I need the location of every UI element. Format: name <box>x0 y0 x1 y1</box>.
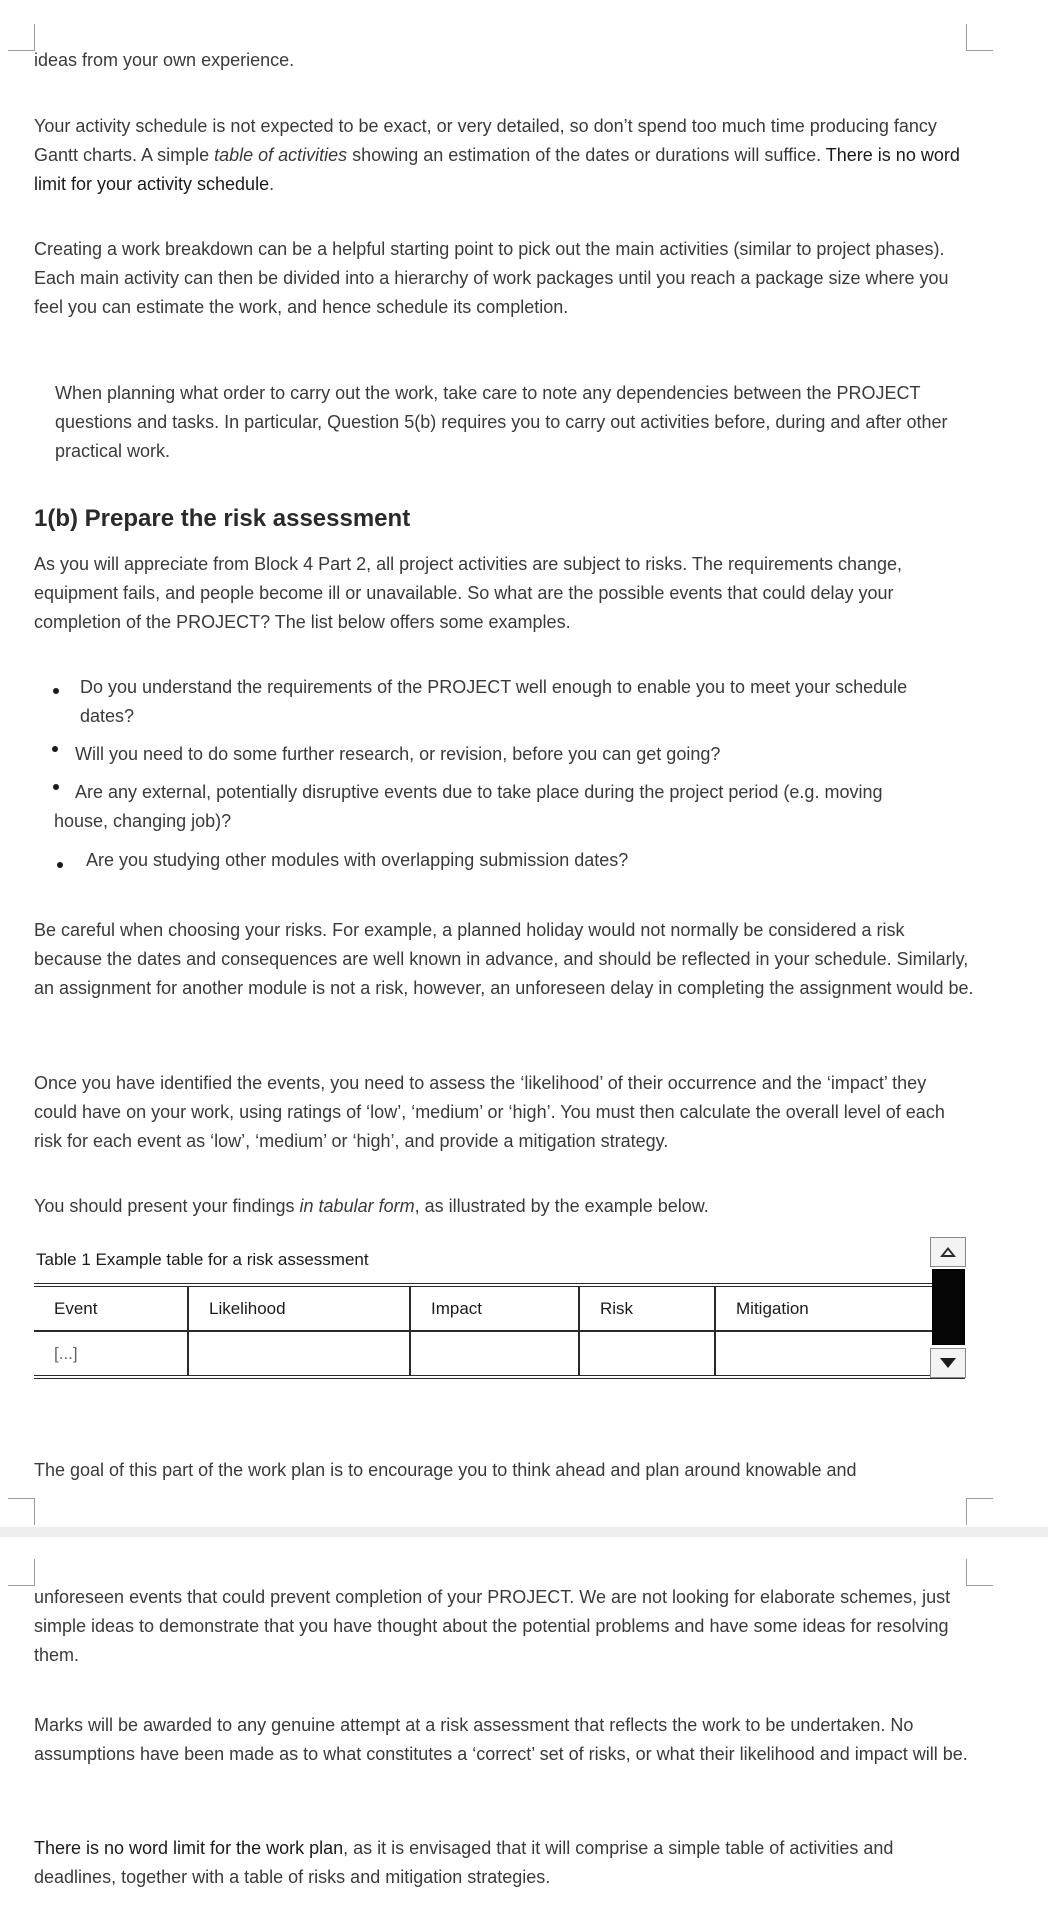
paragraph-work-breakdown: Creating a work breakdown can be a helpful starting point to pick out the main activities (similar to project phases). Each main activity can then be divided into a hierarchy of work packages until you reach a package size where you feel you can estimate the work, and hence schedule its completion. <box>34 239 949 317</box>
triangle-up-icon <box>940 1247 956 1257</box>
corner-mark-bottom-right <box>966 1498 993 1525</box>
scroll-down-button[interactable] <box>930 1348 966 1378</box>
column-header-mitigation: Mitigation <box>715 1285 965 1331</box>
section-heading-risk-assessment: 1(b) Prepare the risk assessment <box>34 505 411 532</box>
paragraph-assess-likelihood: Once you have identified the events, you need to assess the ‘likelihood’ of their occurrence and the ‘impact’ they could have on your work, using ratings of ‘low’, ‘medium’ or ‘high’. You must then calculate the overall level of each risk for each event as ‘low’, ‘medium’ or ‘high’, and provide a mitigation strategy. <box>34 1073 945 1151</box>
table-cell <box>579 1331 715 1377</box>
paragraph-unforeseen: unforeseen events that could prevent completion of your PROJECT. We are not looking for elaborate schemes, just simple ideas to demonstrate that you have thought about the potential problems and have some ideas for resolving them. <box>34 1587 951 1665</box>
corner-mark-top-right <box>966 1559 993 1586</box>
bullet-icon <box>57 862 63 868</box>
column-header-event: Event <box>34 1285 188 1331</box>
triangle-down-icon <box>940 1358 956 1368</box>
table-cell <box>715 1331 965 1377</box>
paragraph-goal: The goal of this part of the work plan is to encourage you to think ahead and plan around knowable and <box>34 1460 857 1480</box>
paragraph-marks: Marks will be awarded to any genuine attempt at a risk assessment that reflects the work to be undertaken. No assumptions have been made as to what constitutes a ‘correct’ set of risks, or what their likelihood and impact will be. <box>34 1715 968 1764</box>
corner-mark-bottom-left <box>8 1498 35 1525</box>
column-header-risk: Risk <box>579 1285 715 1331</box>
column-header-impact: Impact <box>410 1285 579 1331</box>
risk-assessment-table <box>34 1283 965 1379</box>
table-header-row <box>34 1285 965 1331</box>
table-cell: [...] <box>34 1331 188 1377</box>
scrollbar-thumb[interactable] <box>932 1269 965 1345</box>
corner-mark-top-left <box>8 1559 35 1586</box>
paragraph-present-findings: You should present your findings in tabular form, as illustrated by the example below. <box>34 1196 709 1216</box>
paragraph-no-word-limit: There is no word limit for the work plan, as it is envisaged that it will comprise a simple table of activities and deadlines, together with a table of risks and mitigation strategies. <box>34 1838 894 1887</box>
column-header-likelihood: Likelihood <box>188 1285 410 1331</box>
paragraph-choosing-risks: Be careful when choosing your risks. For example, a planned holiday would not normally be considered a risk because the dates and consequences are well known in advance, and should be reflected in your schedule. Similarly, an assignment for another module is not a risk, however, an unforeseen delay in completing the assignment would be. <box>34 920 974 998</box>
table-scrollbar[interactable] <box>930 1237 966 1377</box>
table-cell <box>410 1331 579 1377</box>
bullet-icon <box>52 746 58 752</box>
document-page-2 <box>0 1537 1048 1915</box>
scroll-up-button[interactable] <box>930 1237 966 1267</box>
bullet-icon <box>53 688 59 694</box>
table-caption: Table 1 Example table for a risk assessment <box>36 1250 369 1269</box>
paragraph-planning-order: When planning what order to carry out the work, take care to note any dependencies between the PROJECT questions and tasks. In particular, Question 5(b) requires you to carry out activities before, during and after other practical work. <box>55 383 948 461</box>
list-item: Are you studying other modules with overlapping submission dates? <box>86 850 629 870</box>
table-row <box>34 1331 965 1377</box>
paragraph-activity-schedule: Your activity schedule is not expected to be exact, or very detailed, so don’t spend too much time producing fancy Gantt charts. A simple table of activities showing an estimation of the dates or durations will suffice. There is no word limit for your activity schedule. <box>34 116 960 194</box>
corner-mark-top-left <box>8 24 35 51</box>
page-separator <box>0 1527 1048 1537</box>
list-item: Are any external, potentially disruptive events due to take place during the project period (e.g. moving house, changing job)? <box>54 782 883 831</box>
table-cell <box>188 1331 410 1377</box>
paragraph-risks-intro: As you will appreciate from Block 4 Part 2, all project activities are subject to risks. The requirements change, equipment fails, and people become ill or unavailable. So what are the possible events that could delay your completion of the PROJECT? The list below offers some examples. <box>34 554 903 632</box>
list-item: Do you understand the requirements of the PROJECT well enough to enable you to meet your schedule dates? <box>80 677 908 726</box>
paragraph-ideas: ideas from your own experience. <box>34 50 295 70</box>
list-item: Will you need to do some further research, or revision, before you can get going? <box>75 744 721 764</box>
